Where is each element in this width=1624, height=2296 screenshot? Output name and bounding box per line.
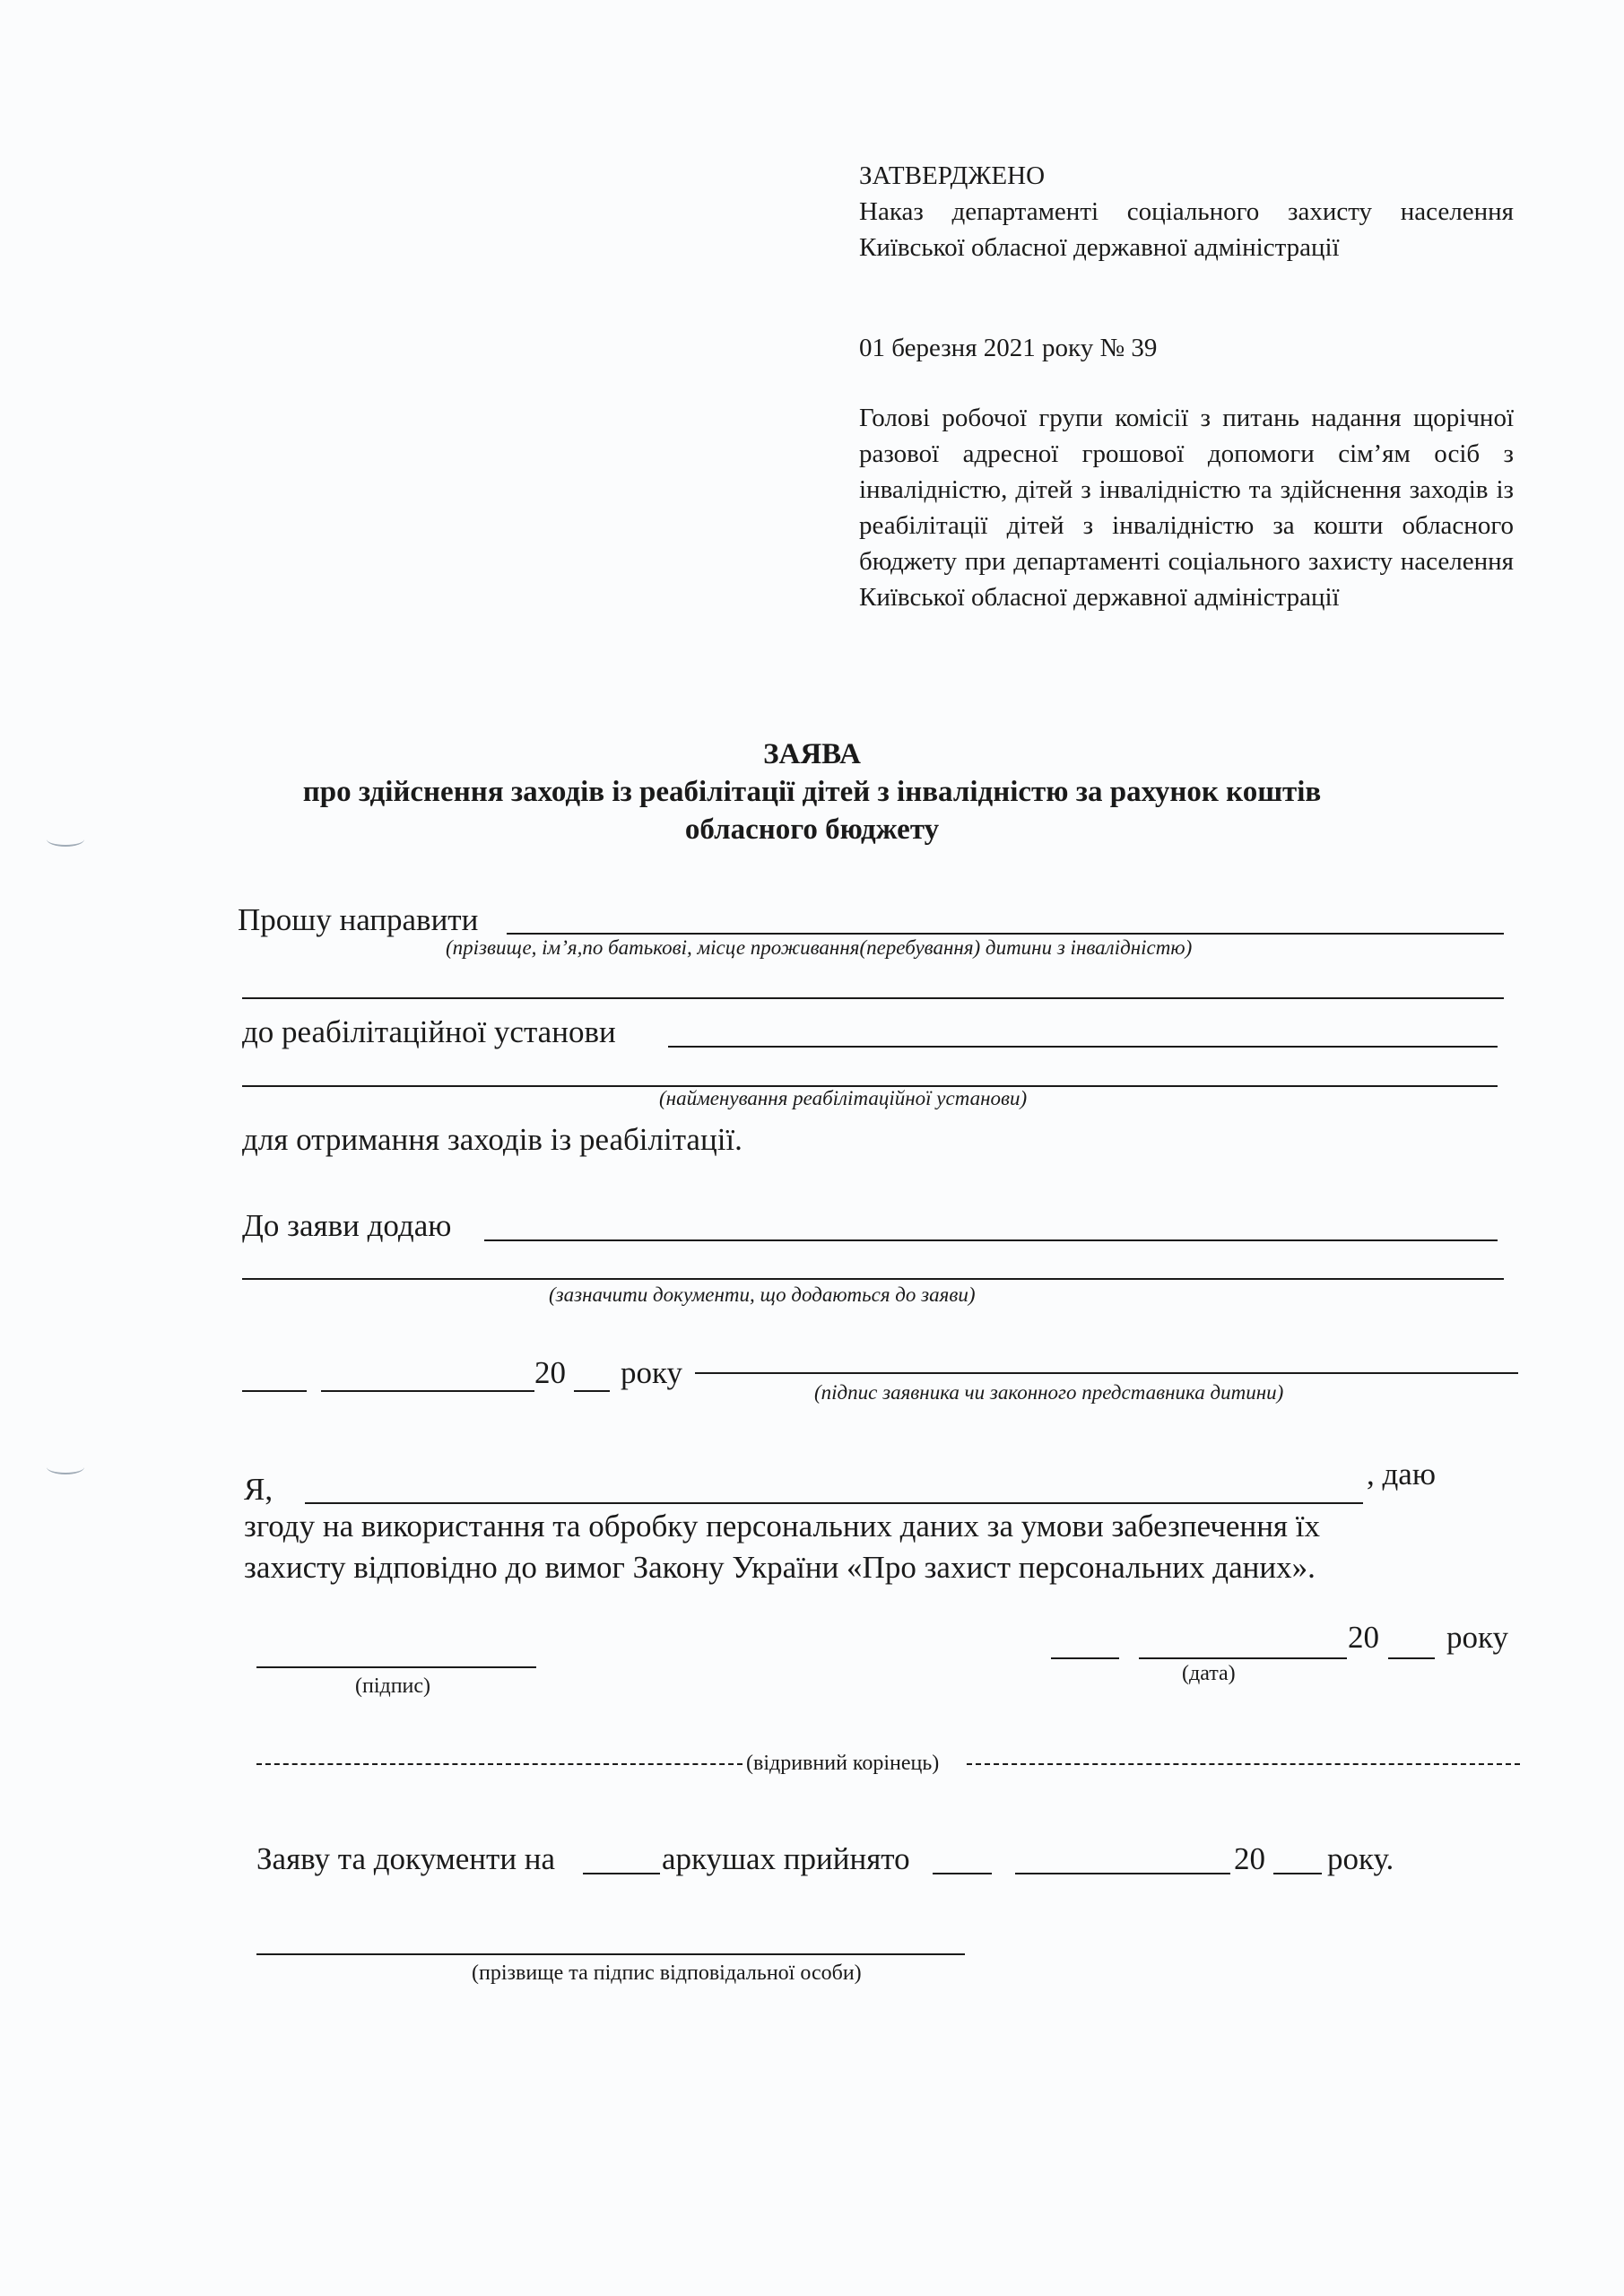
document-subtitle [0,773,1624,848]
consent-day-field[interactable] [1051,1657,1119,1659]
received-suffix: року. [1327,1841,1394,1876]
sheet-count-field[interactable] [583,1873,660,1874]
month-field[interactable] [321,1390,534,1392]
consent-date-label: (дата) [1182,1662,1236,1685]
consent-year-suffix: року [1446,1620,1509,1655]
child-name-field[interactable] [507,933,1504,935]
institution-hint: (найменування реабілітаційної установи) [659,1087,1028,1109]
received-prefix: Заяву та документи на [256,1841,556,1876]
consent-line-2: згоду на використання та обробку персональних даних за умови забезпечення їх [244,1509,1320,1544]
institution-label: до реабілітаційної установи [242,1014,616,1049]
tear-off-label: (відривний корінець) [746,1752,940,1775]
child-name-field-cont[interactable] [242,997,1504,999]
year-suffix: року [621,1355,683,1390]
signature-hint: (підпис заявника чи законного представника дитини) [814,1381,1284,1404]
official-signature-field[interactable] [256,1953,965,1955]
approved-by-text: Наказ департаменті соціального захисту населення Київської обласної державної адміністрації [859,197,1514,262]
day-field[interactable] [242,1390,307,1392]
child-name-hint: (прізвище, ім’я,по батькові, місце проживання(перебування) дитини з інвалідністю) [446,936,1193,959]
consent-month-field[interactable] [1139,1657,1347,1659]
received-year-prefix: 20 [1234,1841,1265,1876]
scan-mark [47,1460,84,1474]
tear-line-right [967,1763,1520,1765]
attach-hint: (зазначити документи, що додаються до заяви) [549,1283,976,1306]
subtitle-line-2: обласного бюджету [684,813,940,846]
consent-text [244,1506,1517,1588]
attachments-field-cont[interactable] [242,1278,1504,1280]
tear-line-left [256,1763,743,1765]
document-title: ЗАЯВА [763,738,861,770]
received-mid: аркушах прийнято [662,1841,910,1876]
consent-year-field[interactable] [1388,1657,1435,1659]
attachments-field[interactable] [484,1239,1498,1241]
approved-heading: ЗАТВЕРДЖЕНО [859,161,1046,190]
official-label: (прізвище та підпис відповідальної особи) [472,1961,862,1985]
attach-label: До заяви додаю [242,1208,452,1243]
received-day-field[interactable] [933,1873,992,1874]
addressee-block: Голові робочої групи комісії з питань надання щорічної разової адресної грошової допомоги сім’ям осіб з інвалідністю, дітей з інвалідністю та здійснення заходів із реабілітації дітей з інвалідністю за кошти обласного бюджету при департаменті соціального захисту населення Київської обласної державної адміністрації [859,404,1514,612]
subtitle-line-1: про здійснення заходів із реабілітації дітей з інвалідністю за рахунок коштів [302,776,1322,808]
scan-mark [47,832,84,847]
applicant-signature-field[interactable] [695,1372,1518,1374]
consent-signature-label: (підпис) [355,1674,431,1698]
consent-line-3: захисту відповідно до вимог Закону України «Про захист персональних даних». [244,1550,1316,1585]
received-month-field[interactable] [1015,1873,1230,1874]
received-year-field[interactable] [1273,1873,1322,1874]
purpose-text: для отримання заходів із реабілітації. [242,1122,743,1157]
approval-block [859,158,1514,265]
order-reference: 01 березня 2021 року № 39 [859,334,1158,362]
consent-suffix: , даю [1367,1457,1436,1492]
year-prefix: 20 [534,1355,566,1390]
consent-signature-field[interactable] [256,1666,536,1668]
consent-prefix: Я, [244,1472,274,1507]
consent-year-prefix: 20 [1348,1620,1379,1655]
year-field[interactable] [574,1390,610,1392]
institution-field[interactable] [668,1046,1498,1048]
consent-name-field[interactable] [305,1502,1363,1504]
request-label: Прошу направити [238,902,479,937]
